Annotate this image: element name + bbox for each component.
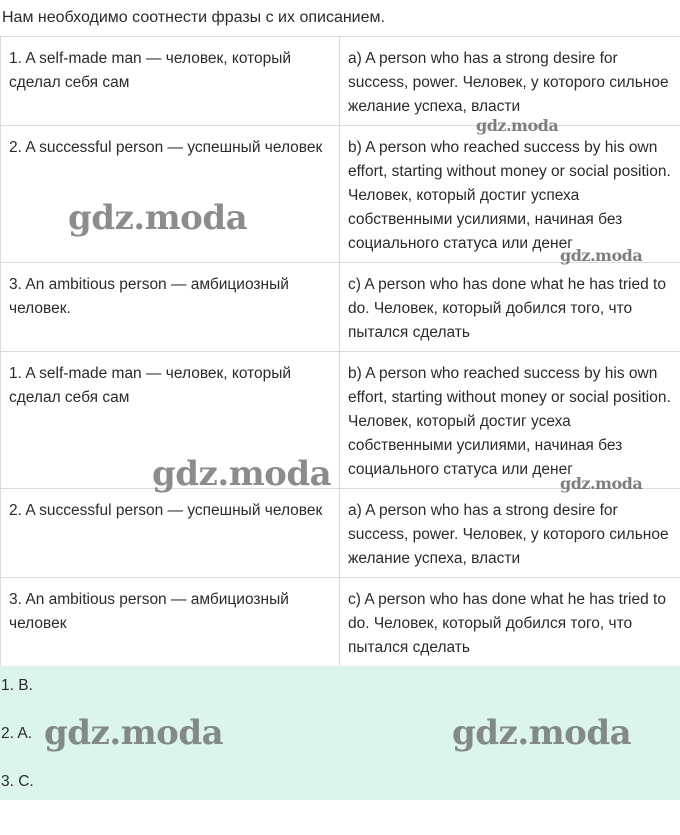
answer-item: 2. A. — [1, 725, 33, 742]
description-cell: a) A person who has a strong desire for success, power. Человек, у которого сильное желание успеха, власти — [340, 489, 680, 578]
watermark: gdz.moda — [44, 713, 224, 753]
phrase-cell: 3. An ambitious person — амбициозный человек — [1, 578, 340, 667]
task-description: Нам необходимо соотнести фразы с их описанием. — [2, 9, 385, 26]
description-cell: c) A person who has done what he has tried to do. Человек, который добился того, что пытался сделать — [340, 263, 680, 352]
table-row — [1, 578, 680, 667]
watermark: gdz.moda — [68, 198, 248, 238]
answer-block — [0, 666, 680, 800]
phrase-cell: 2. A successful person — успешный человек — [1, 126, 340, 263]
watermark: gdz.moda — [452, 713, 632, 753]
watermark: gdz.moda — [476, 116, 559, 135]
answer-item: 3. C. — [1, 773, 34, 790]
watermark: gdz.moda — [560, 474, 643, 493]
watermark: gdz.moda — [152, 454, 332, 494]
description-cell: b) A person who reached success by his own effort, starting without money or social position. Человек, который достиг успеха собственными усилиями, начиная без социального статуса или денег — [340, 126, 680, 263]
answer-item: 1. B. — [1, 677, 33, 694]
description-cell: a) A person who has a strong desire for success, power. Человек, у которого сильное желание успеха, власти — [340, 37, 680, 126]
phrase-cell: 2. A successful person — успешный человек — [1, 489, 340, 578]
table-row — [1, 489, 680, 578]
matching-table — [0, 36, 680, 667]
description-cell: b) A person who reached success by his own effort, starting without money or social position. Человек, который достиг усеха собственными усилиями, начиная без социального статуса или денег — [340, 352, 680, 489]
table-row — [1, 263, 680, 352]
phrase-cell: 1. A self-made man — человек, который сделал себя сам — [1, 37, 340, 126]
description-cell: c) A person who has done what he has tried to do. Человек, который добился того, что пытался сделать — [340, 578, 680, 667]
phrase-cell: 1. A self-made man — человек, который сделал себя сам — [1, 352, 340, 489]
table-row — [1, 126, 680, 263]
table-row — [1, 37, 680, 126]
table-row — [1, 352, 680, 489]
watermark: gdz.moda — [560, 246, 643, 265]
phrase-cell: 3. An ambitious person — амбициозный человек. — [1, 263, 340, 352]
